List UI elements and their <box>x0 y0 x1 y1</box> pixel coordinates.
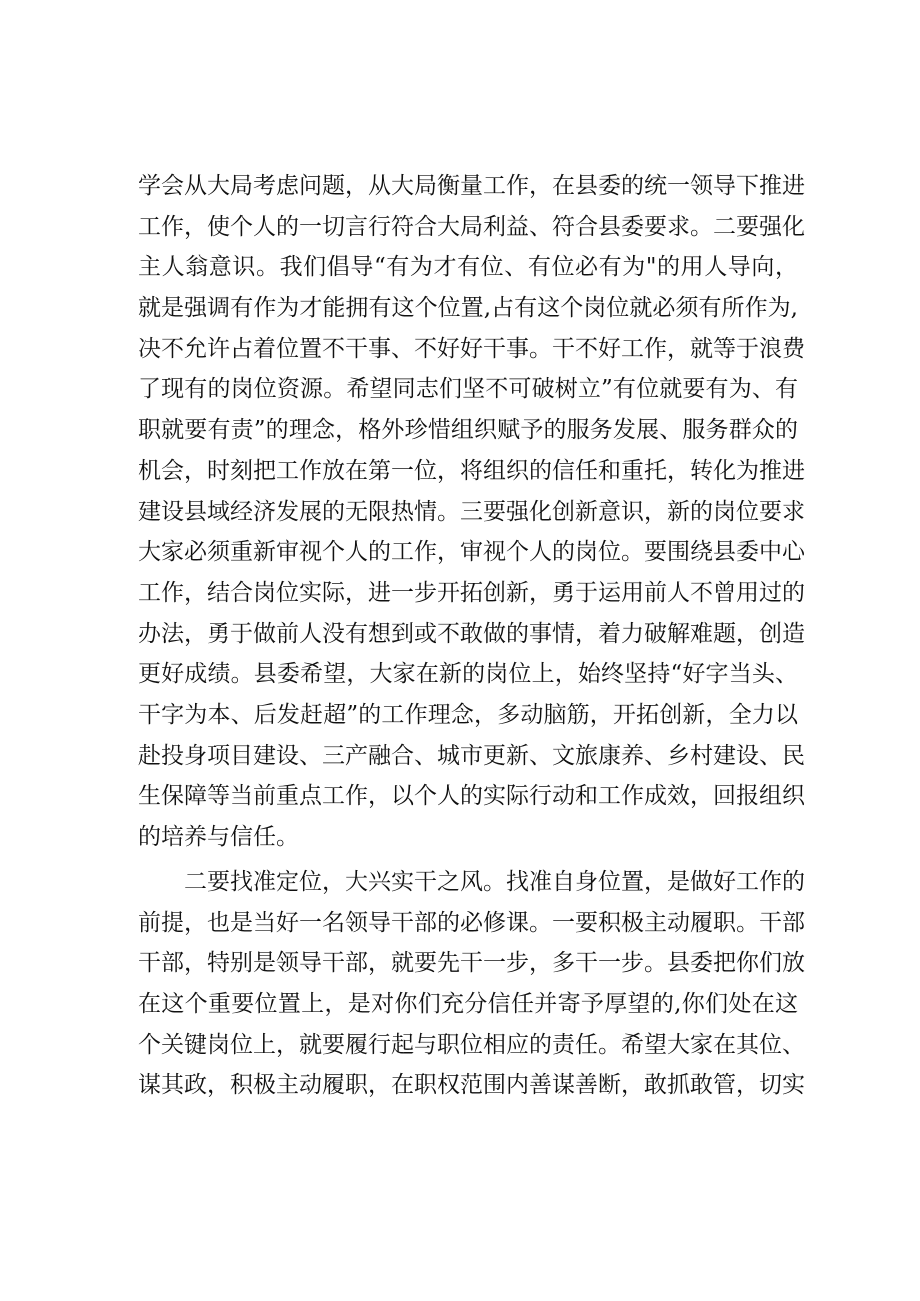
paragraph-1-line: 大家必须重新审视个人的工作，审视个人的岗位。要围绕县委中心 <box>138 539 805 566</box>
paragraph-2-line: 干部，特别是领导干部，就要先干一步，多干一步。县委把你们放 <box>138 950 805 977</box>
paragraph-1-line: 就是强调有作为才能拥有这个位置,占有这个岗位就必须有所作为, <box>138 295 798 322</box>
paragraph-2-line: 前提，也是当好一名领导干部的必修课。一要积极主动履职。干部 <box>138 909 805 936</box>
paragraph-1-line: 工作，使个人的一切言行符合大局利益、符合县委要求。二要强化 <box>138 213 805 240</box>
paragraph-2-line: 个关键岗位上，就要履行起与职位相应的责任。希望大家在其位、 <box>138 1031 805 1058</box>
paragraph-1-line: 的培养与信任。 <box>138 824 299 850</box>
paragraph-1-line: 了现有的岗位资源。希望同志们坚不可破树立”有位就要有为、有 <box>138 376 798 403</box>
paragraph-1-line: 办法，勇于做前人没有想到或不敢做的事情，着力破解难题，创造 <box>138 620 805 647</box>
paragraph-1-line: 机会，时刻把工作放在第一位，将组织的信任和重托，转化为推进 <box>138 457 805 484</box>
paragraph-1-line: 主人翁意识。我们倡导“有为才有位、有位必有为"的用人导向， <box>138 254 798 281</box>
paragraph-2 <box>138 862 805 1106</box>
paragraph-2-line: 在这个重要位置上，是对你们充分信任并寄予厚望的,你们处在这 <box>138 991 798 1018</box>
paragraph-1-line: 工作，结合岗位实际，进一步开拓创新，勇于运用前人不曾用过的 <box>138 579 805 606</box>
paragraph-1-line: 生保障等当前重点工作，以个人的实际行动和工作成效，回报组织 <box>138 783 805 810</box>
paragraph-1-line: 决不允许占着位置不干事、不好好干事。干不好工作，就等于浪费 <box>138 335 805 362</box>
paragraph-1-line: 学会从大局考虑问题，从大局衡量工作，在县委的统一领导下推进 <box>138 173 805 199</box>
paragraph-1-line: 职就要有责”的理念，格外珍惜组织赋予的服务发展、服务群众的 <box>138 417 798 444</box>
paragraph-1 <box>138 166 805 858</box>
paragraph-1-line: 更好成绩。县委希望，大家在新的岗位上，始终坚持“好字当头、 <box>138 661 798 688</box>
paragraph-1-line: 建设县域经济发展的无限热情。三要强化创新意识，新的岗位要求 <box>138 498 805 525</box>
paragraph-2-line: 二要找准定位，大兴实干之风。找准自身位置，是做好工作的 <box>184 869 805 895</box>
paragraph-1-line: 赴投身项目建设、三产融合、城市更新、文旅康养、乡村建设、民 <box>138 742 805 769</box>
paragraph-1-line: 干字为本、后发赶超”的工作理念，多动脑筋，开拓创新，全力以 <box>138 701 798 728</box>
paragraph-2-line: 谋其政，积极主动履职，在职权范围内善谋善断，敢抓敢管，切实 <box>138 1072 805 1099</box>
